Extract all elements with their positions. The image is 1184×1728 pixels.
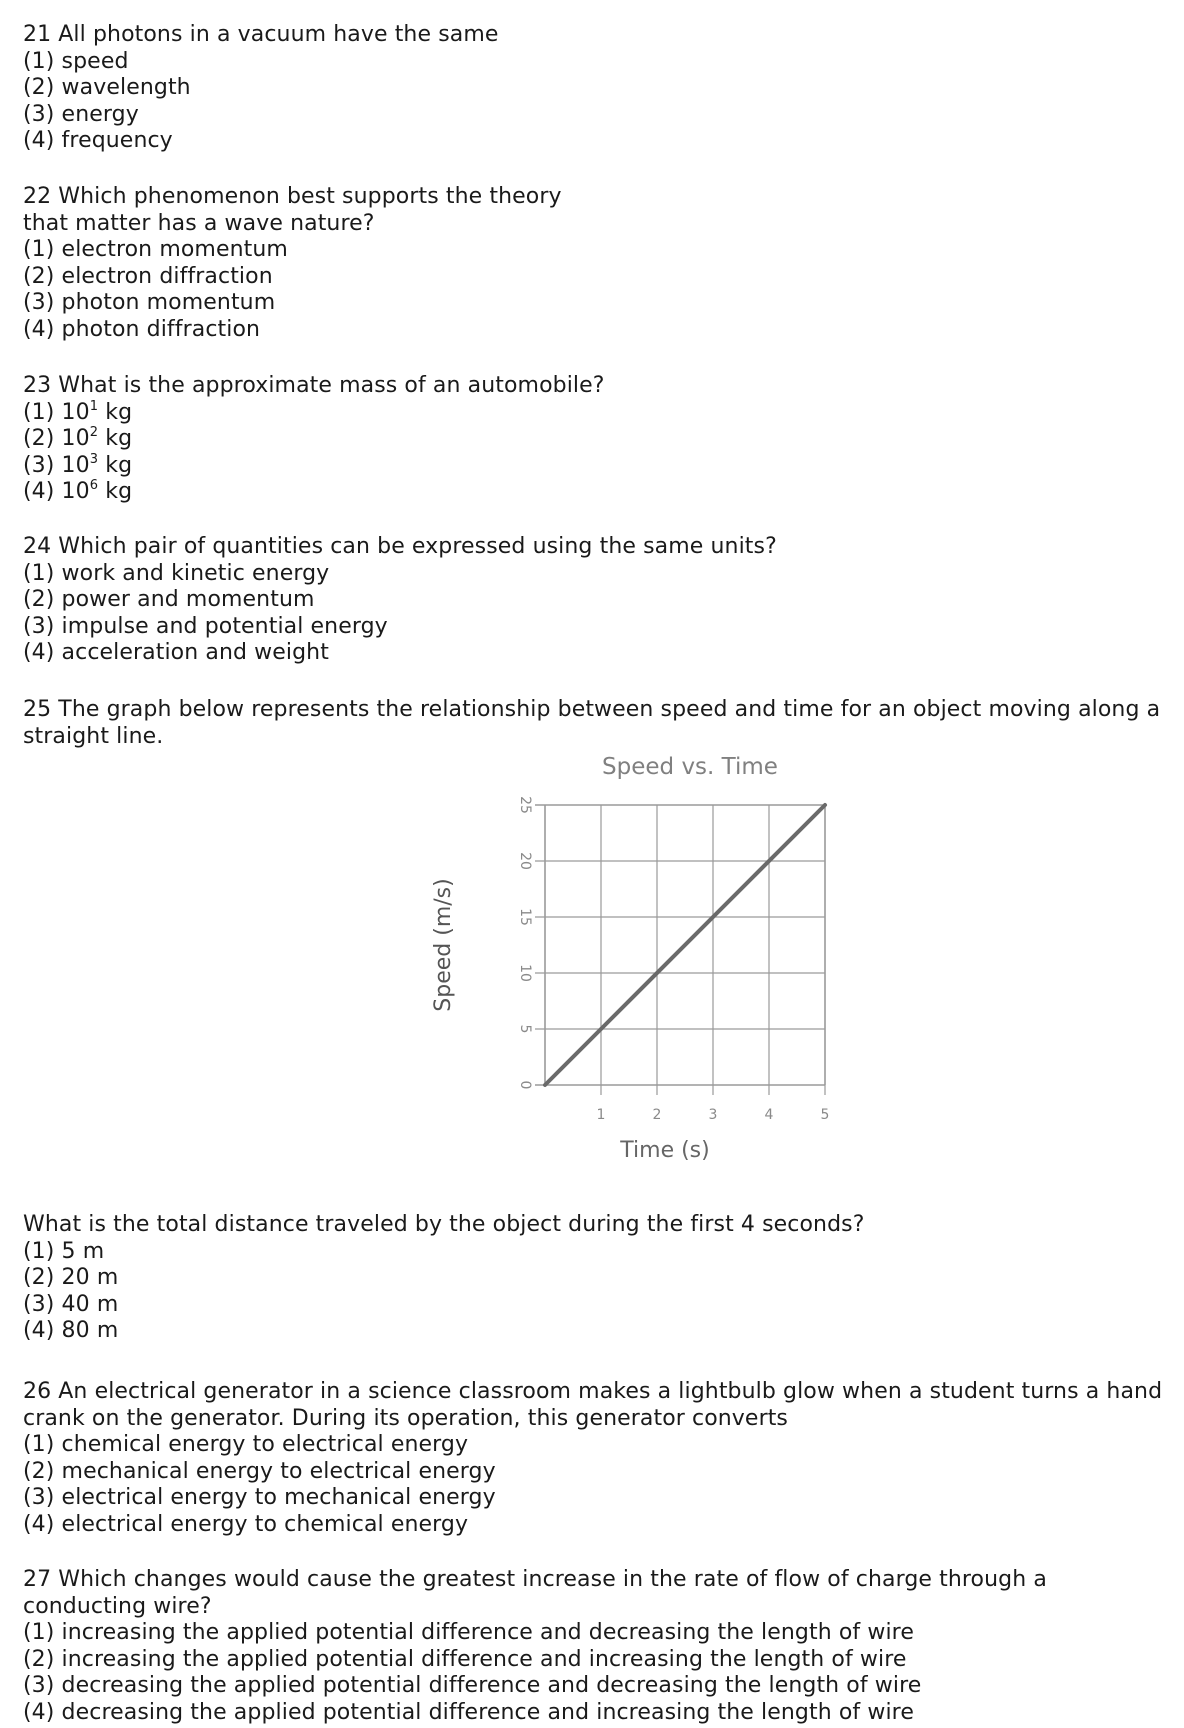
y-tick-label: 0 bbox=[517, 1080, 533, 1090]
answer-choice: (3) impulse and potential energy bbox=[23, 613, 388, 639]
speed-time-chart bbox=[420, 745, 860, 1185]
x-tick-label: 4 bbox=[764, 1107, 774, 1123]
choice-unit: kg bbox=[98, 452, 133, 478]
x-axis-label: Time (s) bbox=[620, 1138, 710, 1163]
answer-choice bbox=[23, 400, 605, 427]
answer-choice: (3) photon momentum bbox=[23, 290, 276, 315]
answer-choice: (4) frequency bbox=[23, 128, 173, 153]
answer-choice: (3) energy bbox=[23, 101, 139, 127]
x-tick-label: 3 bbox=[708, 1107, 718, 1123]
answer-choice: (3) electrical energy to mechanical energy bbox=[23, 1485, 496, 1510]
x-tick-label: 2 bbox=[652, 1107, 662, 1123]
choice-unit: kg bbox=[98, 399, 133, 425]
y-axis-label: Speed (m/s) bbox=[431, 878, 456, 1012]
y-tick-label: 15 bbox=[517, 908, 533, 926]
answer-choice: (2) mechanical energy to electrical energy bbox=[23, 1458, 496, 1484]
question-stem: 21 All photons in a vacuum have the same bbox=[23, 22, 499, 47]
answer-choice: (4) electrical energy to chemical energy bbox=[23, 1511, 469, 1537]
answer-choice: (1) increasing the applied potential difference and decreasing the length of wire bbox=[23, 1620, 914, 1645]
question-stem-continued: that matter has a wave nature? bbox=[23, 210, 375, 236]
answer-choice: (4) decreasing the applied potential difference and increasing the length of wire bbox=[23, 1699, 914, 1725]
answer-choice: (2) increasing the applied potential difference and increasing the length of wire bbox=[23, 1646, 907, 1672]
chart-series bbox=[545, 805, 825, 1085]
y-tick-label: 25 bbox=[517, 796, 533, 814]
answer-choice: (1) speed bbox=[23, 48, 129, 74]
choice-exponent: 1 bbox=[89, 398, 99, 414]
answer-choice bbox=[23, 426, 605, 453]
speed-line bbox=[545, 805, 825, 1085]
choice-unit: kg bbox=[98, 479, 133, 504]
y-tick-label: 20 bbox=[517, 852, 533, 870]
answer-choice: (2) wavelength bbox=[23, 75, 191, 100]
choice-unit: kg bbox=[98, 426, 133, 451]
answer-choice: (1) 5 m bbox=[23, 1238, 105, 1264]
question-26 bbox=[23, 1379, 1173, 1538]
question-25 bbox=[23, 697, 1163, 750]
question-stem: 25 The graph below represents the relationship between speed and time for an object moving along a straight line. bbox=[23, 697, 1161, 749]
answer-choice: (3) 40 m bbox=[23, 1291, 119, 1317]
answer-choice: (4) acceleration and weight bbox=[23, 640, 329, 665]
choice-base: (3) 10 bbox=[23, 452, 90, 478]
answer-choice: (1) electron momentum bbox=[23, 237, 288, 262]
choice-exponent: 6 bbox=[89, 478, 99, 493]
choice-exponent: 3 bbox=[89, 451, 99, 467]
question-stem: 22 Which phenomenon best supports the theory bbox=[23, 184, 562, 209]
answer-choice: (4) 80 m bbox=[23, 1318, 119, 1343]
choice-base: (4) 10 bbox=[23, 479, 90, 504]
y-tick-label: 10 bbox=[517, 964, 533, 982]
choice-exponent: 2 bbox=[89, 425, 99, 440]
chart-title: Speed vs. Time bbox=[602, 754, 778, 780]
question-27 bbox=[23, 1567, 1173, 1726]
answer-choice: (1) chemical energy to electrical energy bbox=[23, 1432, 469, 1457]
question-stem: 24 Which pair of quantities can be expressed using the same units? bbox=[23, 534, 777, 559]
question-text: What is the total distance traveled by the object during the first 4 seconds? bbox=[23, 1212, 865, 1237]
x-tick-label: 1 bbox=[596, 1107, 606, 1123]
question-22 bbox=[23, 184, 562, 343]
question-stem: 26 An electrical generator in a science classroom makes a lightbulb glow when a student turns a hand crank on the generator. During its operation, this generator converts bbox=[23, 1379, 1163, 1431]
question-stem: 27 Which changes would cause the greatest increase in the rate of flow of charge through a conducting wire? bbox=[23, 1567, 1047, 1619]
question-24 bbox=[23, 534, 777, 667]
question-25-prompt bbox=[23, 1212, 865, 1345]
y-tick-label: 5 bbox=[517, 1024, 533, 1034]
x-tick-label: 5 bbox=[820, 1107, 830, 1123]
answer-choice: (2) power and momentum bbox=[23, 587, 315, 612]
answer-choice: (2) electron diffraction bbox=[23, 263, 273, 289]
choice-base: (1) 10 bbox=[23, 399, 90, 425]
question-23 bbox=[23, 373, 605, 506]
question-21 bbox=[23, 22, 499, 155]
answer-choice: (3) decreasing the applied potential difference and decreasing the length of wire bbox=[23, 1673, 922, 1698]
answer-choice bbox=[23, 453, 605, 480]
question-stem: 23 What is the approximate mass of an automobile? bbox=[23, 373, 605, 398]
answer-choice bbox=[23, 479, 605, 506]
answer-choice: (2) 20 m bbox=[23, 1265, 119, 1290]
answer-choice: (4) photon diffraction bbox=[23, 316, 261, 342]
choice-base: (2) 10 bbox=[23, 426, 90, 451]
answer-choice: (1) work and kinetic energy bbox=[23, 560, 330, 586]
